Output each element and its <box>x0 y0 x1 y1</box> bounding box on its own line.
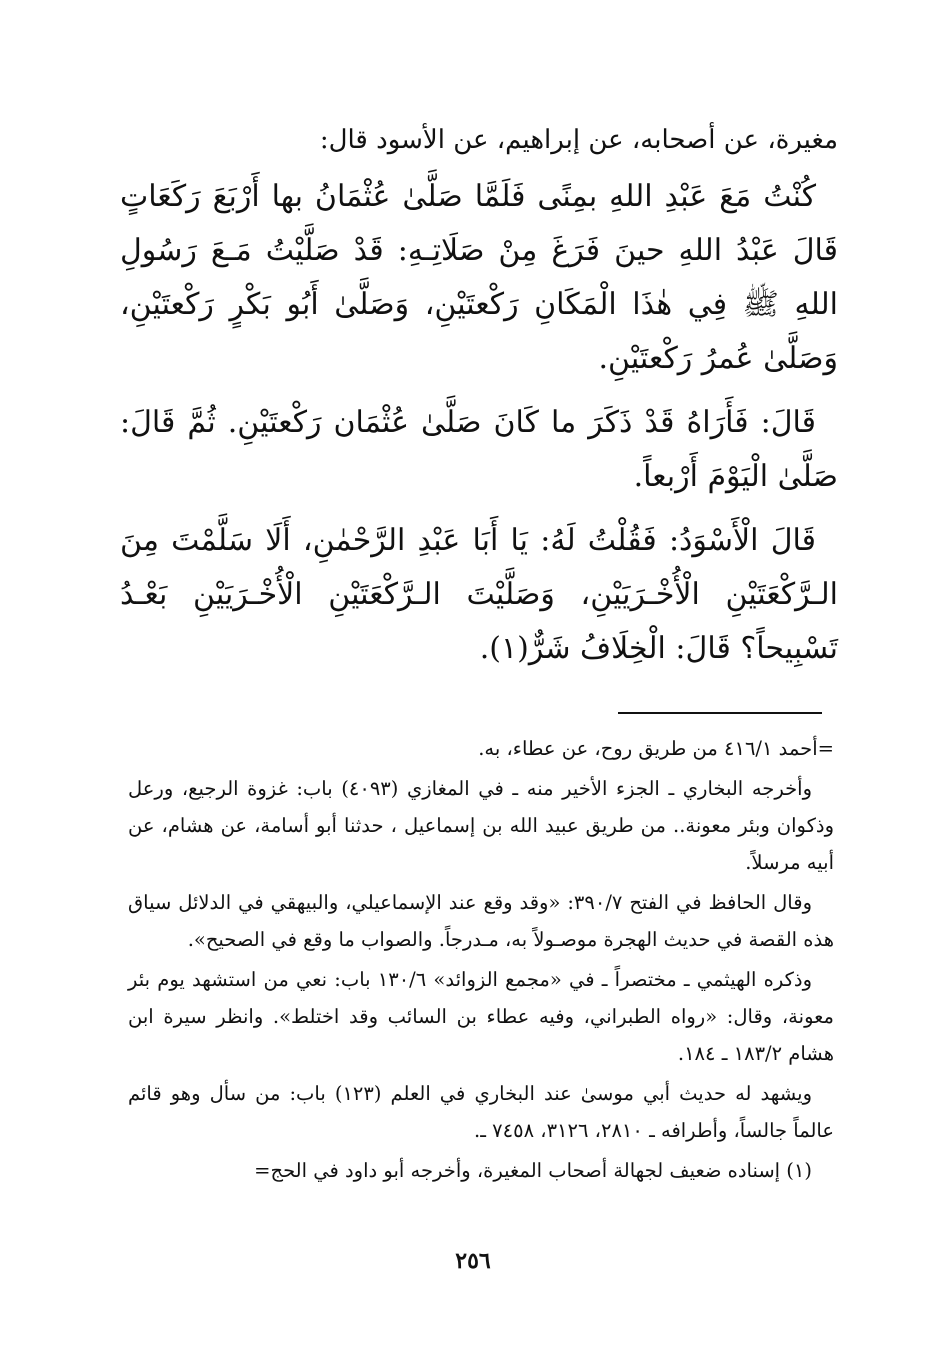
paragraph-1: كُنْتُ مَعَ عَبْدِ اللهِ بمِنًى فَلَمَّا صَلَّىٰ عُثْمَانُ بها أَرْبَعَ رَكَعَاتٍ قَالَ عَبْدُ اللهِ حينَ فَرَغَ مِنْ صَلَاتِـهِ: قَدْ صَلَّيْتُ مَـعَ رَسُولِ اللهِ ﷺ فِي هٰذَا الْمَكَانِ رَكْعتَيْنِ، وَصَلَّىٰ أَبُو بَكْرٍ رَكْعتَيْنِ، وَصَلَّىٰ عُمرُ رَكْعتَيْنِ. <box>120 179 838 376</box>
footnote-1: (١) إسناده ضعيف لجهالة أصحاب المغيرة، وأخرجه أبو داود في الحج= <box>254 1159 812 1182</box>
footnote-paragraph: ويشهد له حديث أبي موسىٰ عند البخاري في العلم (١٢٣) باب: من سأل وهو قائم عالماً جالساً، وأطرافه ـ ٢٨١٠، ٣١٢٦، ٧٤٥٨ ـ. <box>128 1082 834 1142</box>
main-text-block <box>120 118 838 686</box>
paragraph-3: قَالَ الْأَسْوَدُ: فَقُلْتُ لَهُ: يَا أَبَا عَبْدِ الرَّحْمٰنِ، أَلَا سَلَّمْتَ مِنَ الـرَّكْعَتَيْنِ الْأُخْـرَيَيْنِ، وَصَلَّيْتَ الـرَّكْعَتَيْنِ الْأُخْـرَيَيْنِ بَعْـدُ تَسْبِيحاً؟ قَالَ: الْخِلَافُ شَرٌّ(١). <box>120 523 838 666</box>
intro-line: مغيرة، عن أصحابه، عن إبراهيم، عن الأسود قال: <box>319 125 838 155</box>
footnotes <box>128 730 834 1192</box>
footnote-paragraph: وذكره الهيثمي ـ مختصراً ـ في «مجمع الزوائد» ١٣٠/٦ باب: نعي من استشهد يوم بئر معونة، وقال: «رواه الطبراني، وفيه عطاء بن السائب وقد اختلط». وانظر سيرة ابن هشام ١٨٣/٢ ـ ١٨٤. <box>128 968 834 1065</box>
page-number: ٢٥٦ <box>455 1248 491 1274</box>
footnote-paragraph: وقال الحافظ في الفتح ٣٩٠/٧: «وقد وقع عند الإسماعيلي، والبيهقي في الدلائل سياق هذه القصة في حديث الهجرة موصـولاً به، مـدرجاً. والصواب ما وقع في الصحيح». <box>128 891 834 951</box>
footnote-paragraph: وأخرجه البخاري ـ الجزء الأخير منه ـ في المغازي (٤٠٩٣) باب: غزوة الرجيع، ورعل وذكوان وبئر معونة.. من طريق عبيد الله بن إسماعيل ، حدثنا أبو أسامة، عن هشام، عن أبيه مرسلاً. <box>128 777 834 874</box>
footnote-continuation: =أحمد ٤١٦/١ من طريق روح، عن عطاء، به. <box>478 737 834 760</box>
footnote-separator <box>618 712 822 714</box>
paragraph-2: قَالَ: فَأَرَاهُ قَدْ ذَكَرَ ما كَانَ صَلَّىٰ عُثْمَان رَكْعتَيْنِ. ثُمَّ قَالَ: صَلَّىٰ الْيَوْمَ أَرْبعاً. <box>120 405 838 494</box>
hadith-text <box>120 170 838 676</box>
